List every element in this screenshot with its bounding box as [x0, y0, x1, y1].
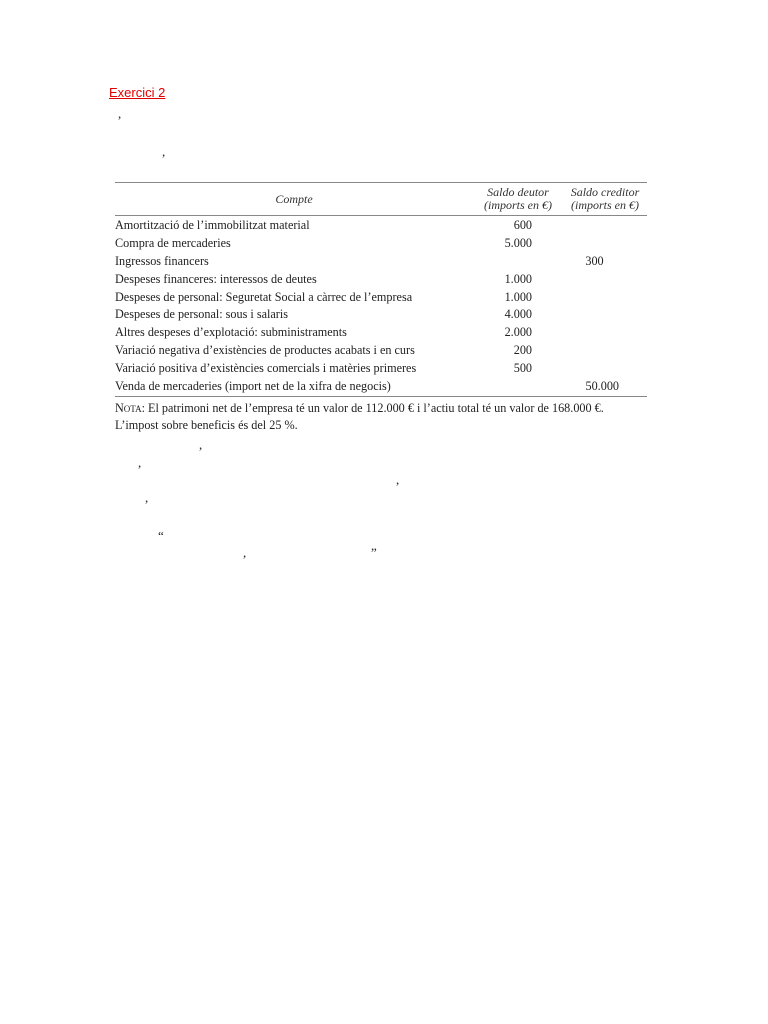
- debit-cell: 1.000: [504, 289, 532, 304]
- debit-cell: 1.000: [504, 271, 532, 286]
- debit-cell: 600: [513, 218, 532, 233]
- account-cell: Despeses financeres: interessos de deutes: [115, 271, 317, 286]
- table-row: [115, 342, 647, 360]
- table-row: [115, 359, 647, 377]
- stray-comma: ,: [243, 545, 247, 560]
- account-cell: Despeses de personal: Seguretat Social a càrrec de l’empresa: [115, 289, 413, 304]
- exercise-heading: Exercici 2: [109, 85, 166, 100]
- header-account: Compte: [275, 191, 313, 206]
- note-line-2: L’impost sobre beneficis és del 25 %.: [115, 418, 298, 432]
- note-label: Nota:: [115, 401, 145, 415]
- account-cell: Variació negativa d’existències de productes acabats i en curs: [115, 342, 415, 357]
- credit-cell: 300: [585, 253, 604, 268]
- header-debit-line1: Saldo deutor: [487, 185, 549, 199]
- table-row: [115, 377, 647, 395]
- debit-cell: 500: [513, 360, 532, 375]
- table-row: [115, 217, 647, 235]
- account-cell: Venda de mercaderies (import net de la xifra de negocis): [115, 378, 391, 393]
- stray-comma: ,: [199, 437, 203, 452]
- credit-cell: 50.000: [585, 378, 619, 393]
- accounts-table: [115, 182, 647, 397]
- table-header: [115, 183, 647, 216]
- debit-cell: 200: [513, 342, 532, 357]
- header-credit-line1: Saldo creditor: [570, 185, 640, 199]
- stray-comma: ,: [396, 472, 400, 487]
- stray-comma: ,: [145, 490, 149, 505]
- table-row: [115, 235, 647, 253]
- debit-cell: 4.000: [504, 307, 532, 322]
- note-line-1: [115, 400, 655, 417]
- account-cell: Variació positiva d’existències comercials i matèries primeres: [115, 360, 417, 375]
- account-cell: Amortització de l’immobilitzat material: [115, 218, 310, 233]
- debit-cell: 2.000: [504, 325, 532, 340]
- table-row: [115, 270, 647, 288]
- table-body: [115, 216, 647, 396]
- stray-comma: ,: [162, 144, 166, 159]
- header-debit: [473, 186, 563, 212]
- table-row: [115, 324, 647, 342]
- account-cell: Altres despeses d’explotació: subministraments: [115, 325, 347, 340]
- table-row: [115, 288, 647, 306]
- stray-open-quote: “: [158, 528, 164, 543]
- stray-comma: ,: [138, 455, 142, 470]
- header-credit-line2: (imports en €): [571, 198, 639, 212]
- account-cell: Ingressos financers: [115, 253, 209, 268]
- header-credit: [563, 186, 647, 212]
- table-row: [115, 306, 647, 324]
- debit-cell: 5.000: [504, 236, 532, 251]
- table-note: [115, 400, 655, 434]
- table-row: [115, 253, 647, 271]
- account-cell: Compra de mercaderies: [115, 236, 231, 251]
- stray-comma: ,: [118, 106, 122, 121]
- header-debit-line2: (imports en €): [484, 198, 552, 212]
- account-cell: Despeses de personal: sous i salaris: [115, 307, 288, 322]
- note-text-1: El patrimoni net de l’empresa té un valor de 112.000 € i l’actiu total té un valor de 168.000 €.: [144, 401, 604, 415]
- stray-close-quote: ”: [371, 545, 377, 560]
